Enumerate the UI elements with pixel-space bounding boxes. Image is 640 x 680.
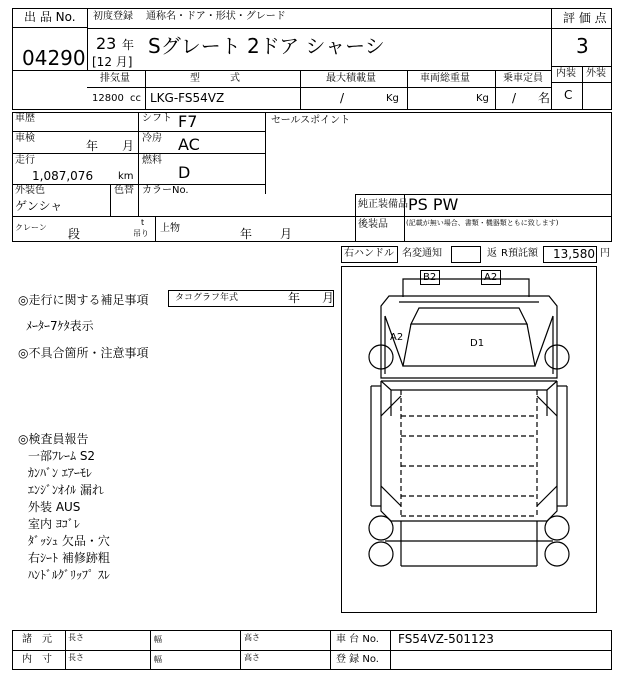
steering: 右ハンドル	[344, 248, 394, 259]
height-label-2: 高さ	[244, 653, 260, 662]
inspector-item: 室内 ﾖｺﾞﾚ	[28, 517, 80, 531]
standard-equip-value: PS PW	[408, 195, 459, 214]
standard-equip-label: 純正装備品	[358, 199, 408, 210]
chassis-no: FS54VZ-501123	[398, 632, 494, 646]
height-label: 高さ	[244, 633, 260, 642]
first-reg-label: 初度登録	[93, 11, 133, 22]
model-code: LKG-FS54VZ	[150, 91, 225, 105]
upper-label: 上物	[160, 223, 180, 234]
capacity-label: 乗車定員	[503, 73, 543, 84]
aftermarket-note: (記載が無い場合、書類・機器類ともに致します)	[406, 219, 559, 227]
dims-label: 内 寸	[22, 654, 52, 665]
inspection-month: 月	[122, 139, 135, 153]
color-change-label: 色替	[114, 185, 134, 196]
reg-no-label: 登 録 No.	[336, 654, 379, 665]
inspector-item: 右ｼｰﾄ 補修跡粗	[28, 551, 110, 565]
shift-label: シフト	[142, 113, 172, 124]
shift-value: F7	[178, 112, 198, 131]
capacity-value: /	[512, 91, 517, 105]
width-label-2: 幅	[154, 655, 162, 664]
fuel-value: D	[178, 163, 191, 182]
inspector-item: ﾊﾝﾄﾞﾙｸﾞﾘｯﾌﾟ ｽﾚ	[28, 568, 110, 582]
inspector-item: 外装 AUS	[28, 500, 81, 514]
mark-d1: D1	[470, 338, 485, 349]
gross-weight-label: 車両総重量	[420, 73, 470, 84]
aircon-label: 冷房	[142, 133, 162, 144]
max-load-unit: Kg	[386, 93, 399, 104]
width-label: 幅	[154, 635, 162, 644]
reg-fee: 13,580	[553, 247, 595, 261]
meter-note: ﾒｰﾀｰ7ｹﾀ表示	[26, 319, 94, 333]
color-no-label: カラーNo.	[142, 185, 189, 196]
upper-year: 年	[240, 227, 253, 241]
mileage-label: 走行	[15, 155, 35, 166]
ext-color-value: ゲンシャ	[15, 199, 63, 213]
length-label: 長さ	[68, 633, 84, 642]
reg-fee-label: R預託額	[501, 248, 538, 259]
chassis-label: 車 台 No.	[336, 634, 379, 645]
crane-label: クレーン	[15, 223, 47, 232]
reg-year-unit: 年	[122, 38, 135, 52]
mark-a2-top: A2	[484, 272, 498, 283]
inspector-item: 一部ﾌﾚｰﾑ S2	[28, 449, 96, 463]
lot-no-label: 出 品 No.	[24, 10, 76, 24]
aftermarket-label: 後装品	[358, 219, 388, 230]
displacement-label: 排気量	[100, 73, 130, 84]
specs-label: 諸 元	[22, 634, 52, 645]
mileage-unit: km	[118, 171, 134, 182]
mark-b2: B2	[423, 272, 437, 283]
fuel-label: 燃料	[142, 155, 162, 166]
crane-t: t	[141, 218, 145, 227]
interior-grade: C	[564, 88, 573, 102]
mark-a2-side: A2	[390, 332, 404, 343]
model-name: Sグレート 2ドア シャーシ	[148, 34, 385, 58]
lot-no: 04290	[22, 46, 86, 70]
inspection-year: 年	[86, 139, 99, 153]
name-change-label: 名変通知	[402, 248, 442, 259]
reg-year: 23	[96, 34, 117, 53]
ext-color-label: 外装色	[15, 185, 45, 196]
model-code-label: 型 式	[190, 73, 240, 84]
name-change-checkbox	[451, 246, 481, 263]
max-load-label: 最大積載量	[326, 73, 376, 84]
capacity-unit: 名	[538, 91, 551, 105]
defects-title: ◎不具合箇所・注意事項	[18, 346, 149, 360]
crane-hang: 吊り	[133, 229, 149, 238]
mileage-value: 1,087,076	[32, 169, 94, 183]
yen-unit: 円	[600, 248, 610, 259]
crane-steps: 段	[68, 227, 81, 241]
inspector-item: ｶﾝﾊﾞﾝ ｴｱｰﾓﾚ	[28, 466, 92, 480]
inspector-item: ﾀﾞｯｼｭ 欠品・穴	[28, 534, 110, 548]
supplement-title: ◎走行に関する補足事項	[18, 293, 149, 307]
aircon-value: AC	[178, 135, 200, 154]
truck-chassis-diagram	[341, 266, 597, 613]
exterior-label: 外装	[586, 68, 606, 79]
interior-label: 内装	[556, 68, 576, 79]
upper-month: 月	[280, 227, 293, 241]
inspection-label: 車検	[15, 133, 35, 144]
tacho-label: タコグラフ年式	[175, 293, 239, 303]
grade-header: 通称名・ドア・形状・グレード	[146, 11, 286, 22]
tacho-month: 月	[322, 291, 335, 305]
return-label: 返	[487, 248, 497, 259]
reg-month: [12 月]	[92, 55, 133, 69]
history-label: 車歴	[15, 113, 35, 124]
score-label: 評 価 点	[563, 11, 607, 25]
score: 3	[576, 34, 589, 58]
sales-point-label: セールスポイント	[271, 115, 351, 126]
inspector-title: ◎検査員報告	[18, 432, 89, 446]
displacement-unit: cc	[130, 93, 141, 104]
displacement: 12800	[92, 93, 124, 104]
max-load-value: /	[340, 91, 345, 105]
gross-weight-unit: Kg	[476, 93, 489, 104]
tacho-year: 年	[288, 291, 301, 305]
inspector-item: ｴﾝｼﾞﾝｵｲﾙ 漏れ	[28, 483, 104, 497]
length-label-2: 長さ	[68, 653, 84, 662]
